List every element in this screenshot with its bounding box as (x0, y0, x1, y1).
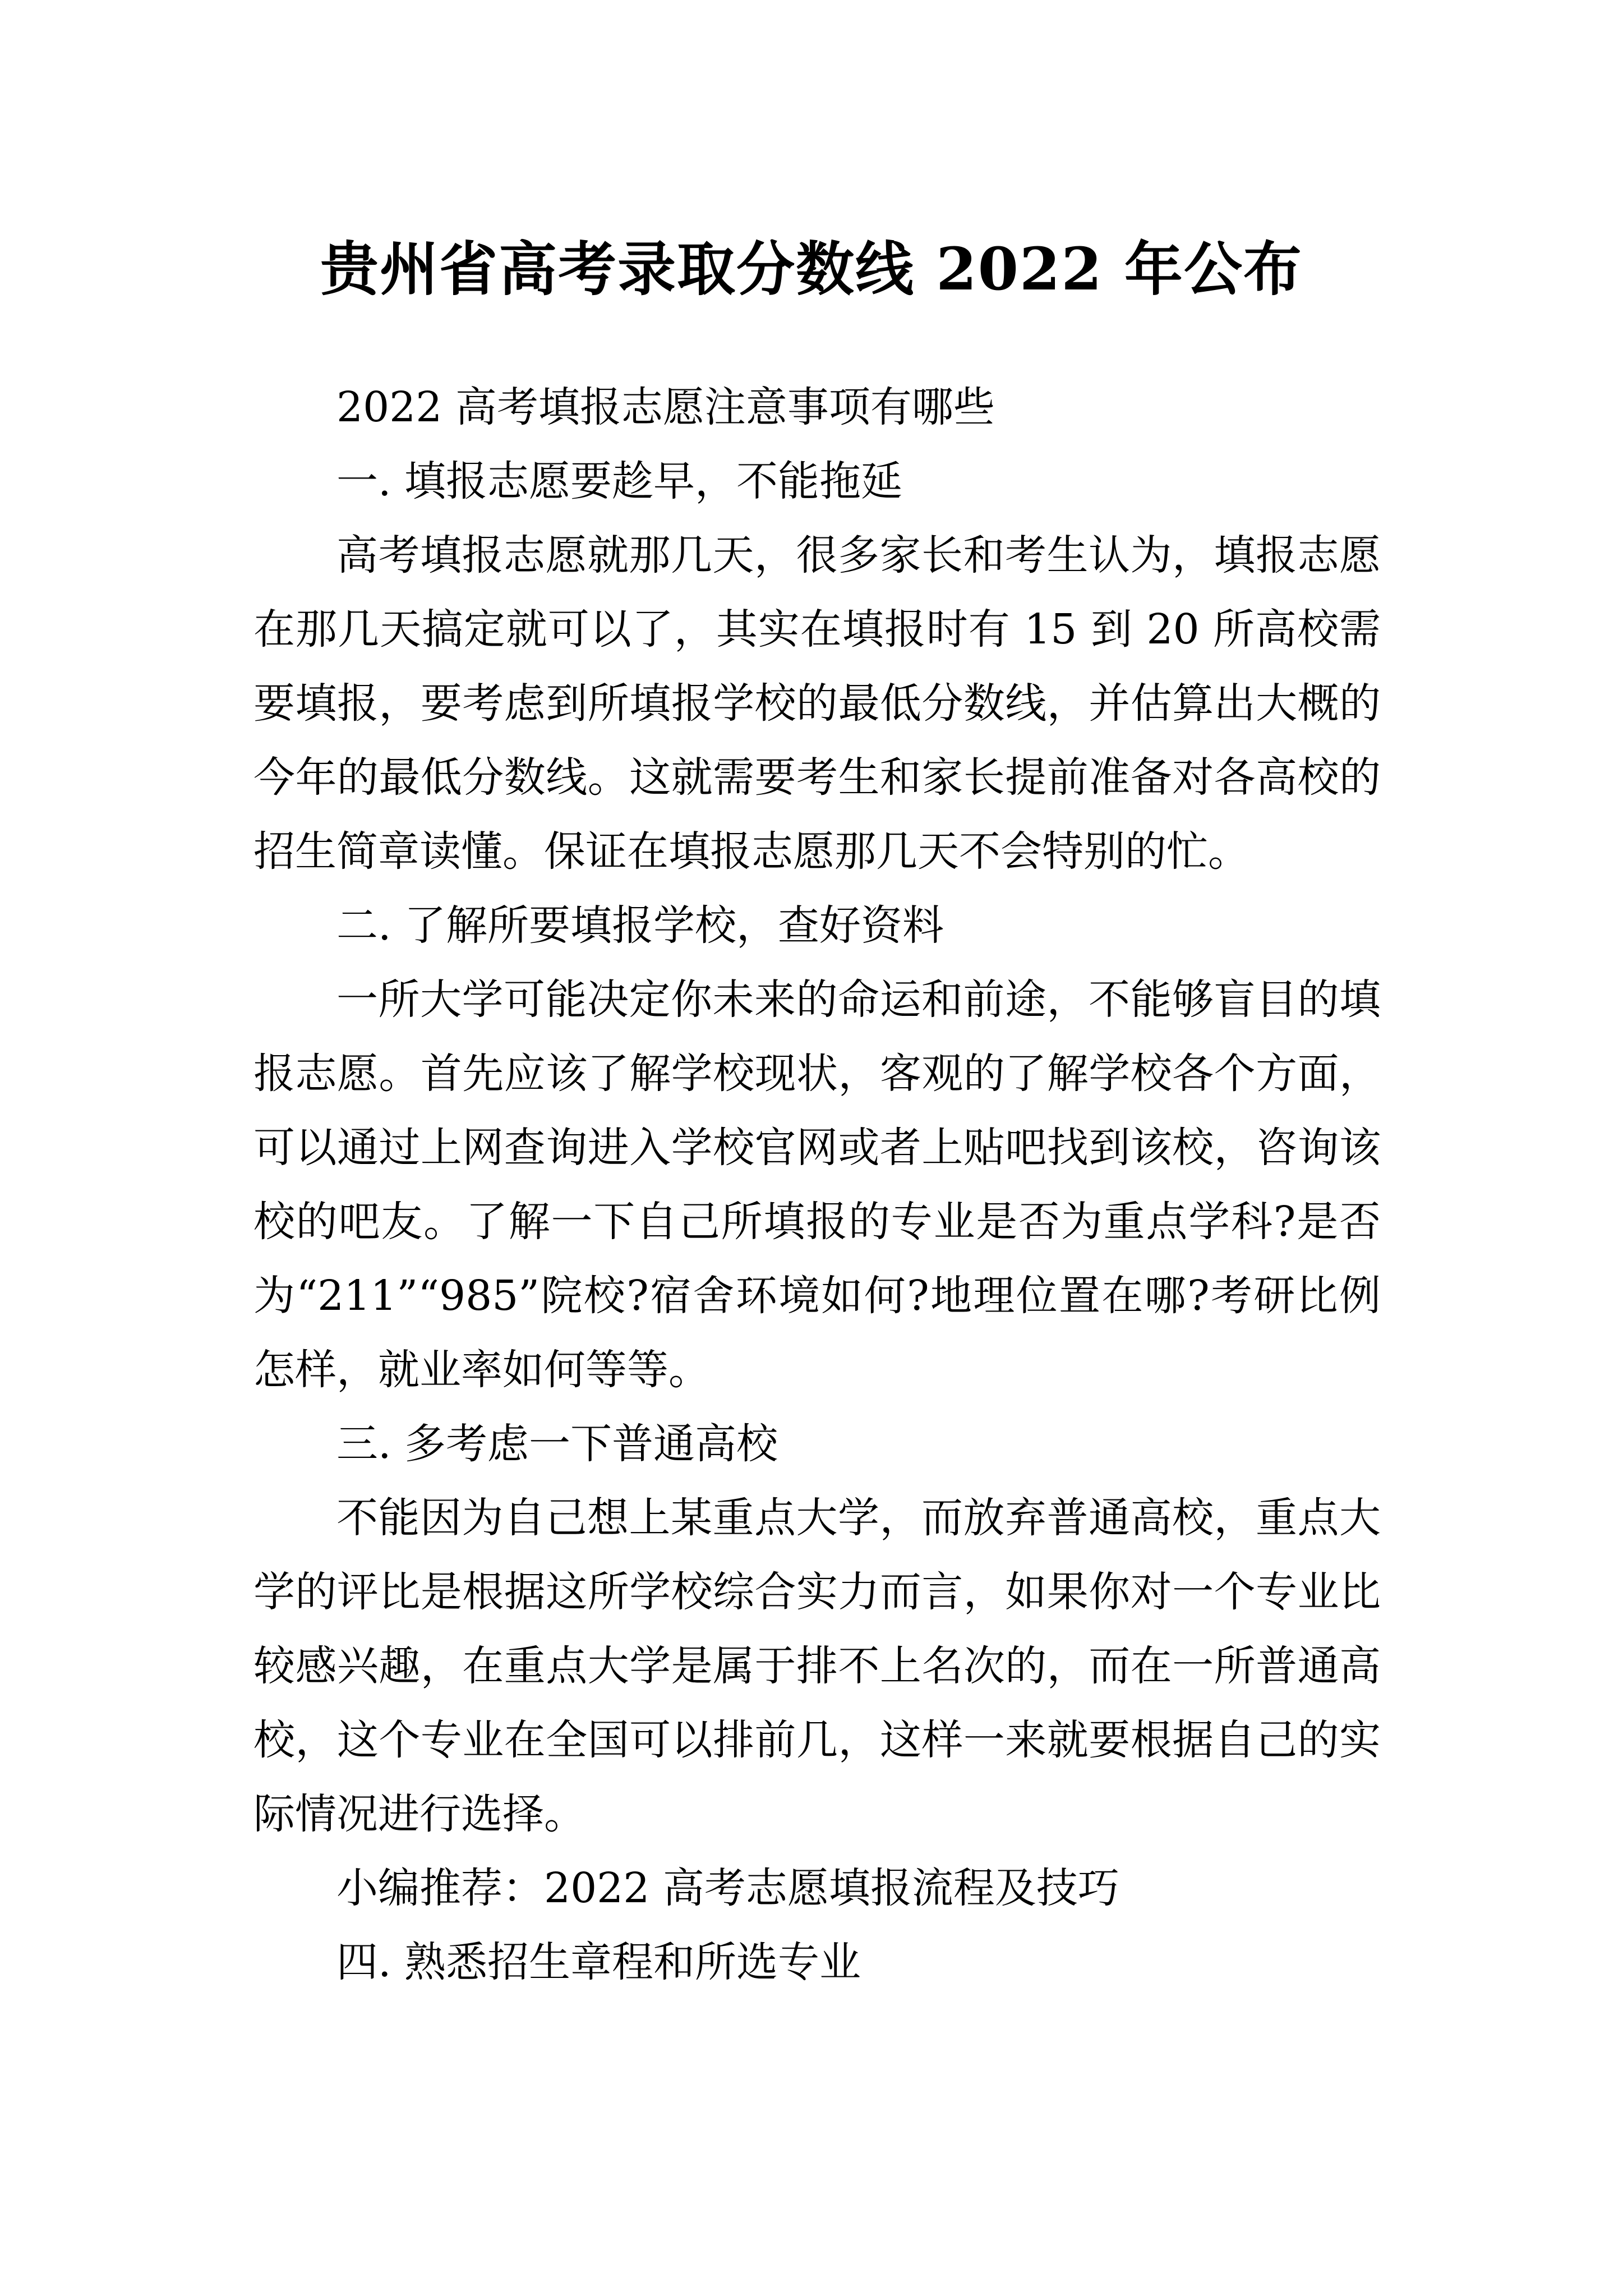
recommendation-line: 小编推荐：2022 高考志愿填报流程及技巧 (336, 1864, 1119, 1912)
paragraph-section-3: 不能因为自己想上某重点大学，而放弃普通高校，重点大学的评比是根据这所学校综合实力而言，如果你对一个专业比较感兴趣，在重点大学是属于排不上名次的，而在一所普通高校，这个专业在全国可以排前几，这样一来就要根据自己的实际情况进行选择。 (253, 1494, 1381, 1838)
paragraph-section-1: 高考填报志愿就那几天，很多家长和考生认为，填报志愿在那几天搞定就可以了，其实在填报时有 15 到 20 所高校需要填报，要考虑到所填报学校的最低分数线，并估算出大概的今年的最低分数线。这就需要考生和家长提前准备对各高校的招生简章读懂。保证在填报志愿那几天不会特别的忙。 (253, 531, 1381, 876)
document-body (253, 370, 1381, 1999)
section-heading-1: 一. 填报志愿要趁早，不能拖延 (336, 457, 903, 505)
paragraph-section-2: 一所大学可能决定你未来的命运和前途，不能够盲目的填报志愿。首先应该了解学校现状，客观的了解学校各个方面，可以通过上网查询进入学校官网或者上贴吧找到该校，咨询该校的吧友。了解一下自己所填报的专业是否为重点学科?是否为“211”“985”院校?宿舍环境如何?地理位置在哪?考研比例怎样，就业率如何等等。 (253, 976, 1381, 1394)
section-heading-2: 二. 了解所要填报学校，查好资料 (336, 901, 944, 950)
section-heading-3: 三. 多考虑一下普通高校 (336, 1420, 778, 1468)
paragraph-question-heading: 2022 高考填报志愿注意事项有哪些 (336, 383, 995, 431)
document-title: 贵州省高考录取分数线 2022 年公布 (320, 234, 1303, 303)
section-heading-4: 四. 熟悉招生章程和所选专业 (336, 1938, 861, 1986)
